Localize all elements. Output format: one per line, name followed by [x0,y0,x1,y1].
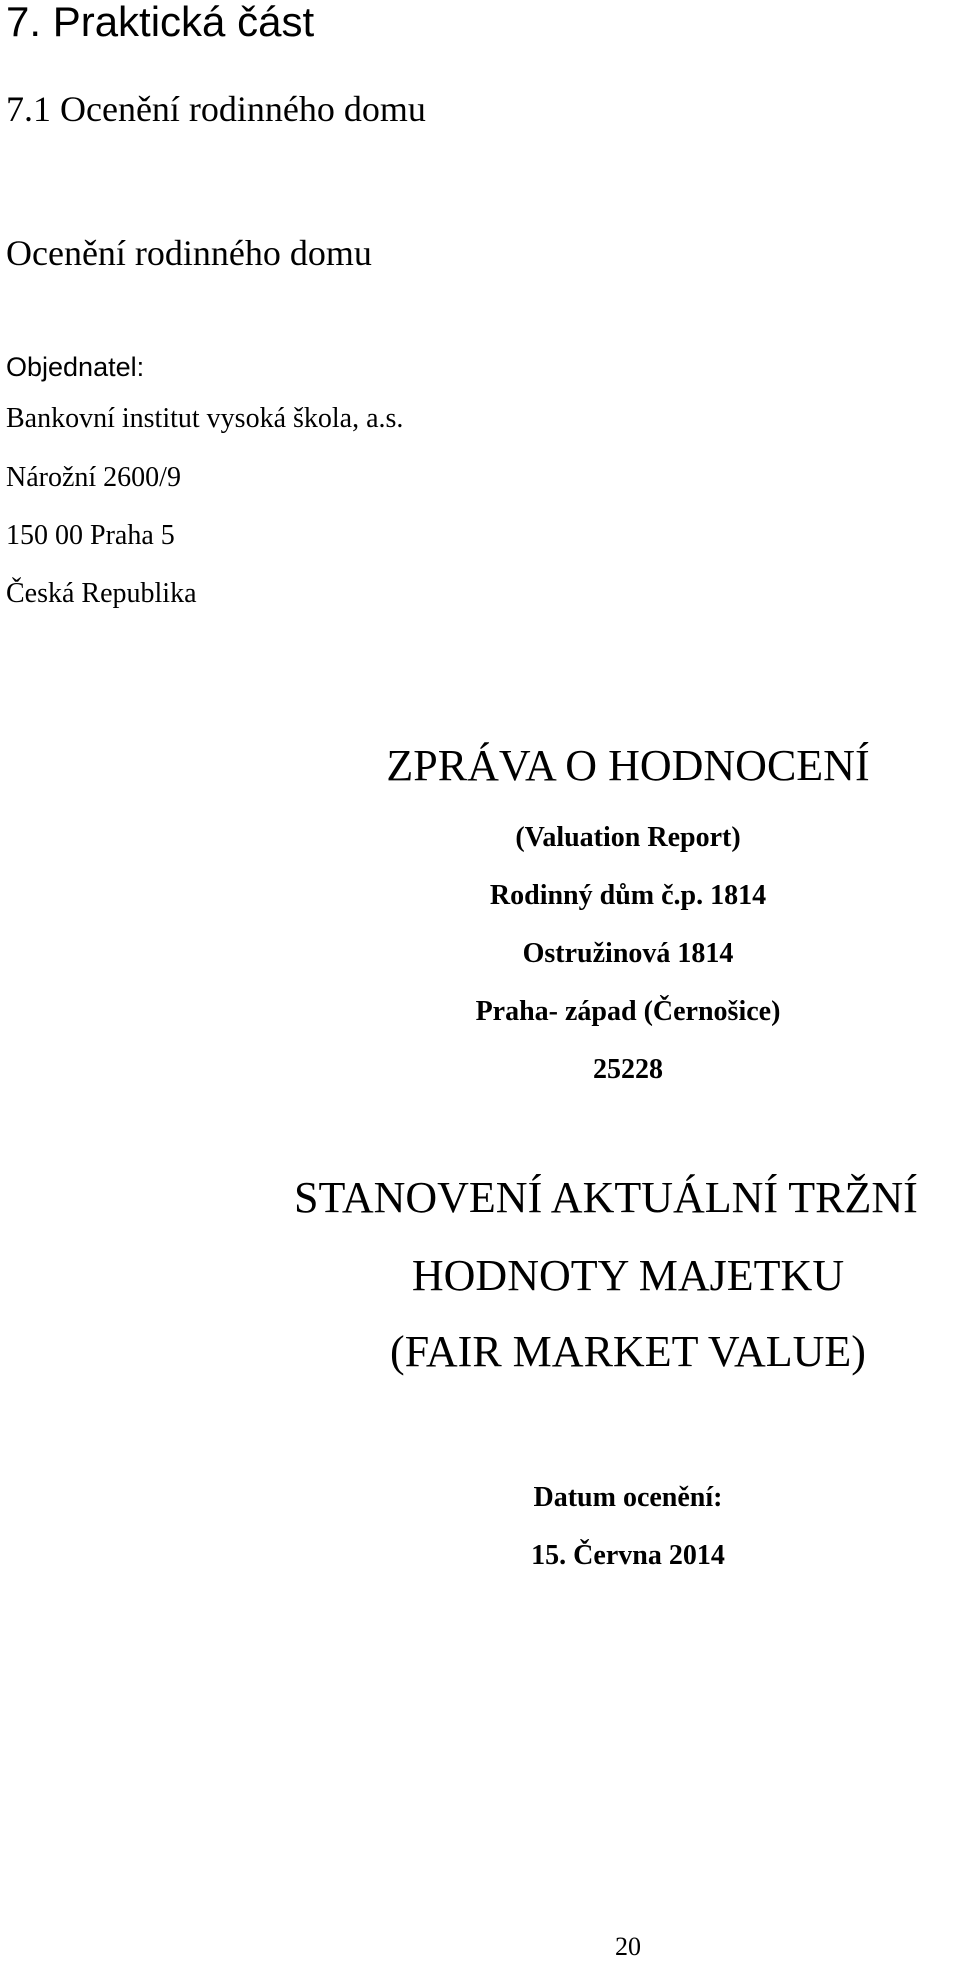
valuation-date-label: Datum ocenění: [533,1482,723,1513]
client-street: Nárožní 2600/9 [6,462,181,493]
client-name: Bankovní institut vysoká škola, a.s. [6,403,404,434]
report-title: ZPRÁVA O HODNOCENÍ [386,741,870,790]
report-street: Ostružinová 1814 [522,938,734,969]
client-label: Objednatel: [6,352,145,382]
section-title: 7.1 Ocenění rodinného domu [6,89,426,129]
page-number: 20 [615,1932,641,1961]
chapter-title: 7. Praktická část [6,0,315,45]
document-heading: Ocenění rodinného domu [6,233,372,273]
value-heading-line3: (FAIR MARKET VALUE) [390,1327,866,1376]
report-zip: 25228 [593,1054,663,1085]
client-city: 150 00 Praha 5 [6,520,175,551]
report-subtitle: (Valuation Report) [515,822,741,853]
report-district: Praha- západ (Černošice) [475,996,781,1027]
valuation-date-value: 15. Června 2014 [531,1540,725,1571]
client-country: Česká Republika [6,578,197,609]
value-heading-line2: HODNOTY MAJETKU [411,1251,845,1300]
value-heading-line1: STANOVENÍ AKTUÁLNÍ TRŽNÍ [294,1173,918,1222]
report-property: Rodinný dům č.p. 1814 [489,880,767,911]
